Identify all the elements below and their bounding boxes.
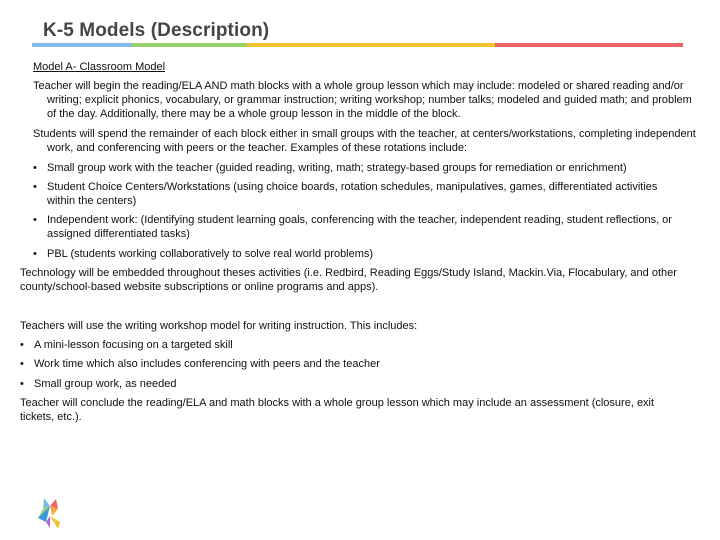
- bullet-marker: •: [33, 162, 37, 174]
- list-item-text: Small group work, as needed: [34, 378, 177, 390]
- list-item-text: Work time which also includes conferencing with peers and the teacher: [34, 358, 380, 370]
- list-item: [33, 213, 688, 241]
- list-item: [20, 357, 690, 371]
- list-item-text: Small group work with the teacher (guided reading, writing, math; strategy-based groups for remediation or enrichment): [47, 162, 627, 174]
- list-item-text: Student Choice Centers/Workstations (using choice boards, rotation schedules, manipulatives, games, differentiated activities within the centers): [47, 181, 658, 207]
- model-heading: Model A- Classroom Model: [33, 61, 166, 73]
- list-item: [20, 377, 690, 391]
- workshop-paragraph: Teachers will use the writing workshop model for writing instruction. This includes:: [20, 320, 418, 332]
- title-accent-stripe: [32, 43, 683, 47]
- accent-stripe-yellow: [247, 43, 495, 47]
- bullet-marker: •: [20, 378, 24, 390]
- colorful-pinwheel-logo-icon: [34, 496, 66, 530]
- bullet-marker: •: [20, 358, 24, 370]
- technology-paragraph: Technology will be embedded throughout theses activities (i.e. Redbird, Reading Eggs/Study Island, Mackin.Via, Flocabulary, and other county/school-based website subscriptions or online programs and apps).: [20, 267, 677, 293]
- accent-stripe-green: [132, 43, 247, 47]
- closing-paragraph: Teacher will conclude the reading/ELA and math blocks with a whole group lesson which may include an assessment (closure, exit tickets, etc.).: [20, 397, 655, 423]
- list-item: [33, 180, 688, 208]
- bullet-marker: •: [33, 214, 37, 226]
- intro-paragraph: Teacher will begin the reading/ELA AND math blocks with a whole group lesson which may include: modeled or shared reading and/or writing; explicit phonics, vocabulary, or grammar instruction; writing workshop; number talks; modeled and guided math; and problem of the day. Additionally, there may be a whole group lesson in the middle of the block.: [33, 80, 692, 120]
- list-item-text: PBL (students working collaboratively to solve real world problems): [47, 248, 374, 260]
- list-item: [33, 247, 688, 261]
- accent-stripe-blue: [32, 43, 132, 47]
- bullet-marker: •: [33, 248, 37, 260]
- rotation-paragraph: Students will spend the remainder of each block either in small groups with the teacher, at centers/workstations, completing independent work, and conferencing with peers or the teacher. Examples of these rotations include:: [33, 128, 696, 154]
- bullet-marker: •: [20, 339, 24, 351]
- bullet-marker: •: [33, 181, 37, 193]
- list-item: [33, 161, 688, 175]
- list-item-text: Independent work: (Identifying student learning goals, conferencing with the teacher, independent reading, student reflections, or assigned differentiated tasks): [47, 214, 672, 240]
- slide-title: K-5 Models (Description): [43, 20, 270, 41]
- accent-stripe-red: [495, 43, 683, 47]
- list-item: [20, 338, 690, 352]
- list-item-text: A mini-lesson focusing on a targeted skill: [34, 339, 233, 351]
